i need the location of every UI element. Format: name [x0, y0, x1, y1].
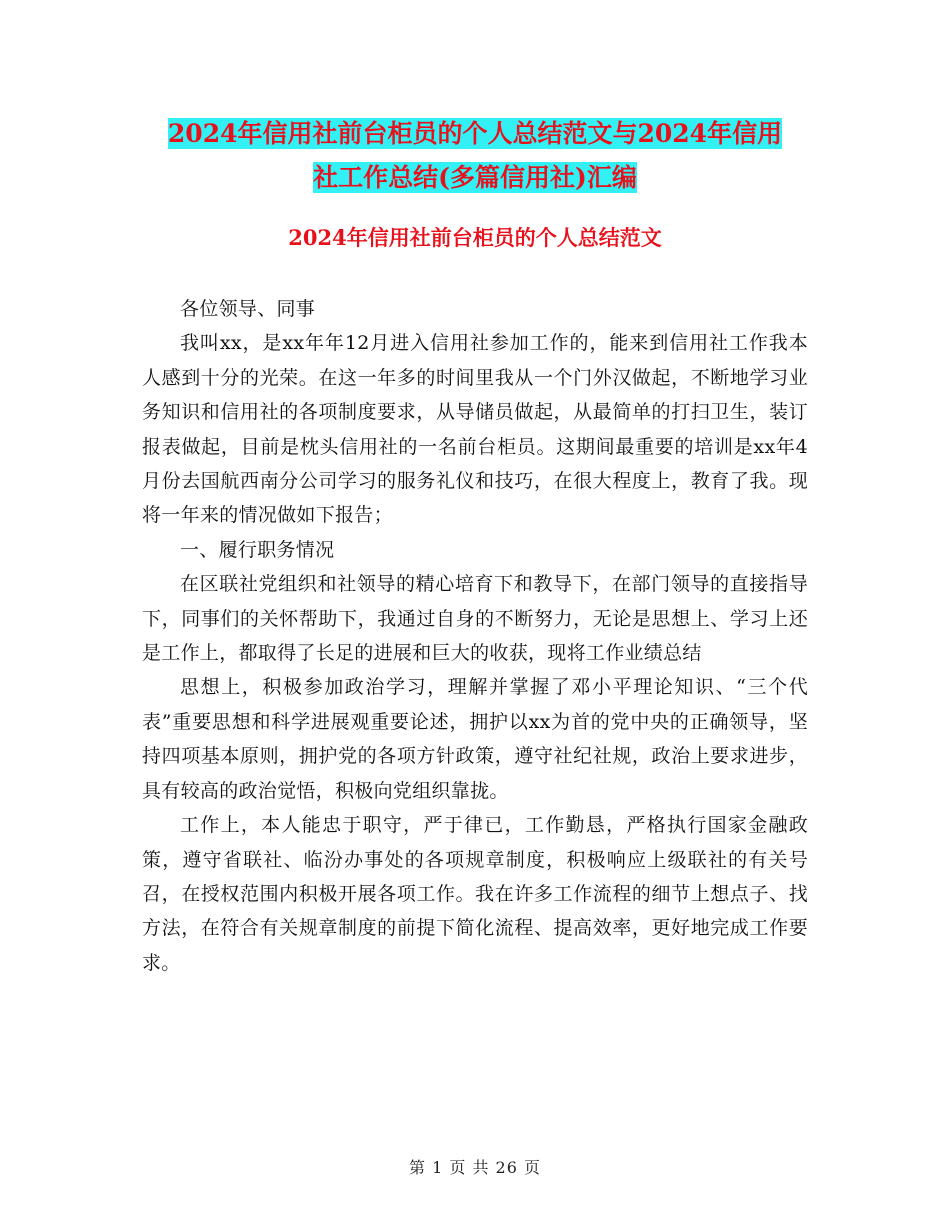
main-title-line-2: 社工作总结(多篇信用社)汇编 — [313, 163, 637, 192]
paragraph-greeting: 各位领导、同事 — [180, 298, 316, 320]
paragraph-duties: 在区联社党组织和社领导的精心培育下和教导下，在部门领导的直接指导下，同事们的关怀帮助下，我通过自身的不断努力，无论是思想上、学习上还是工作上，都取得了长足的进展和巨大的收获，现将工作业绩总结 — [142, 573, 808, 665]
paragraph-introduction: 我叫xx，是xx年年12月进入信用社参加工作的，能来到信用社工作我本人感到十分的光荣。在这一年多的时间里我从一个门外汉做起，不断地学习业务知识和信用社的各项制度要求，从导储员做起，从最简单的打扫卫生，装订报表做起，目前是枕头信用社的一名前台柜员。这期间最重要的培训是xx年4月份去国航西南分公司学习的服务礼仪和技巧，在很大程度上，教育了我。现将一年来的情况做如下报告； — [142, 332, 808, 527]
paragraph-heading-duties: 一、履行职务情况 — [180, 538, 335, 561]
page-number-footer: 第 1 页 共 26 页 — [409, 1158, 541, 1177]
main-title-line-1: 2024年信用社前台柜员的个人总结范文与2024年信用 — [167, 119, 783, 148]
paragraph-work: 工作上，本人能忠于职守，严于律已，工作勤恳，严格执行国家金融政策，遵守省联社、临汾办事处的各项规章制度，积极响应上级联社的有关号召，在授权范围内积极开展各项工作。我在许多工作流程的细节上想点子、找方法，在符合有关规章制度的前提下简化流程、提高效率，更好地完成工作要求。 — [142, 814, 808, 974]
paragraph-ideology: 思想上，积极参加政治学习，理解并掌握了邓小平理论知识、“三个代表”重要思想和科学进展观重要论述，拥护以xx为首的党中央的正确领导，坚持四项基本原则，拥护党的各项方针政策，遵守社纪社规，政治上要求进步，具有较高的政治觉悟，积极向党组织靠拢。 — [142, 676, 808, 802]
section-title: 2024年信用社前台柜员的个人总结范文 — [288, 225, 662, 250]
document-body — [142, 292, 808, 980]
document-main-title — [140, 112, 810, 200]
